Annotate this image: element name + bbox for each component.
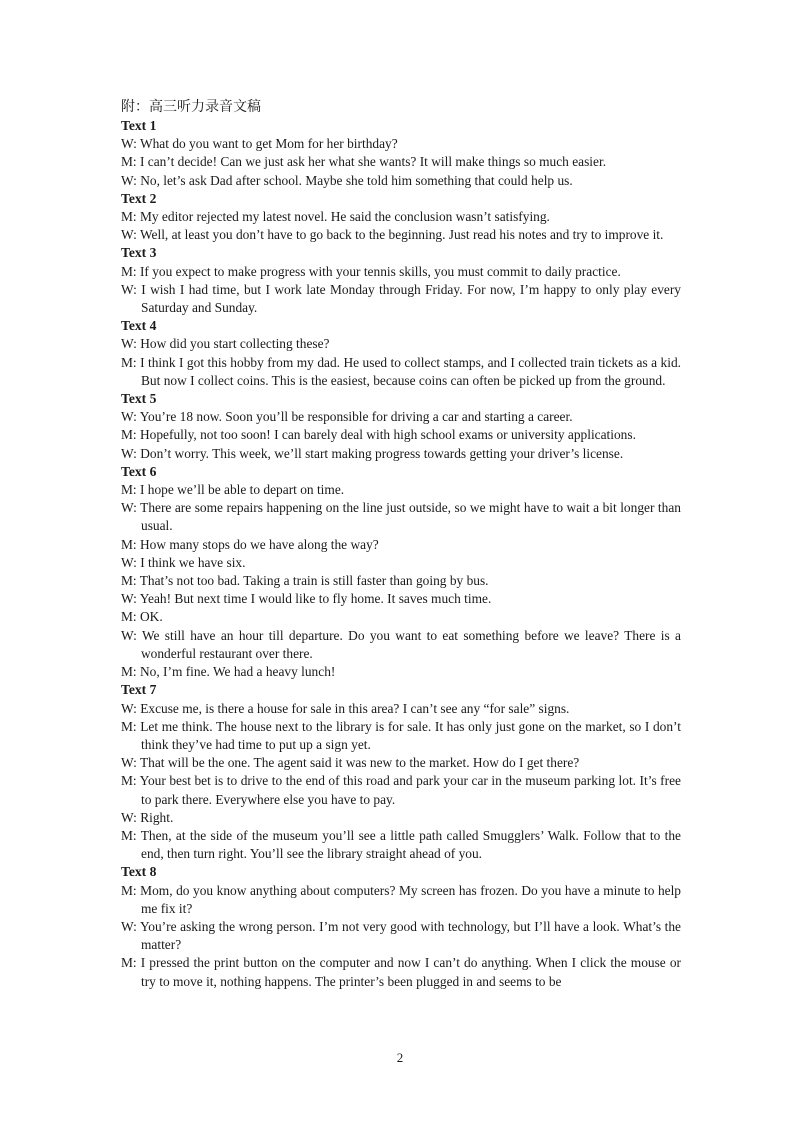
- dialogue-line: W: Right.: [121, 809, 174, 825]
- section-title: Text 8: [121, 864, 157, 880]
- section-title: Text 1: [121, 118, 157, 133]
- transcript-section: [121, 863, 681, 990]
- transcript-section: [121, 244, 681, 317]
- dialogue-line: W: Well, at least you don’t have to go back to the beginning. Just read his notes and try to improve it.: [121, 227, 664, 243]
- dialogue-line: M: I can’t decide! Can we just ask her what she wants? It will make things so much easier.: [121, 154, 607, 170]
- dialogue-line: W: How did you start collecting these?: [121, 336, 330, 352]
- dialogue-line: W: Don’t worry. This week, we’ll start making progress towards getting your driver’s license.: [121, 445, 624, 461]
- dialogue-line: M: No, I’m fine. We had a heavy lunch!: [121, 664, 336, 680]
- dialogue-line: M: That’s not too bad. Taking a train is still faster than going by bus.: [121, 573, 489, 589]
- section-title: Text 6: [121, 463, 157, 479]
- section-title: Text 5: [121, 391, 157, 407]
- dialogue-line: W: No, let’s ask Dad after school. Maybe she told him something that could help us.: [121, 172, 573, 188]
- dialogue-line: W: You’re 18 now. Soon you’ll be responsible for driving a car and starting a career.: [121, 409, 573, 425]
- section-title: Text 3: [121, 245, 157, 261]
- transcript-section: [121, 190, 681, 245]
- dialogue-line: M: OK.: [121, 609, 163, 625]
- dialogue-line: W: We still have an hour till departure. Do you want to eat something before we leave? There is a wonderful restaurant over there.: [121, 627, 681, 661]
- dialogue-line: W: You’re asking the wrong person. I’m not very good with technology, but I’ll have a look. What’s the matter?: [121, 918, 681, 953]
- dialogue-line: M: I think I got this hobby from my dad. He used to collect stamps, and I collected train tickets as a kid. But now I collect coins. This is the easiest, because coins can often be picked up from the ground.: [121, 354, 681, 388]
- dialogue-line: M: If you expect to make progress with your tennis skills, you must commit to daily practice.: [121, 263, 621, 279]
- dialogue-line: W: There are some repairs happening on the line just outside, so we might have to wait a bit longer than usual.: [121, 500, 681, 534]
- document-title: 附：高三听力录音文稿: [121, 99, 261, 115]
- section-title: Text 7: [121, 682, 157, 698]
- section-title: Text 2: [121, 190, 157, 206]
- dialogue-line: W: What do you want to get Mom for her birthday?: [121, 136, 398, 152]
- section-title: Text 4: [121, 318, 157, 334]
- dialogue-line: M: Let me think. The house next to the library is for sale. It has only just gone on the market, so I don’t think they’ve had time to put up a sign yet.: [121, 718, 681, 752]
- dialogue-line: W: I think we have six.: [121, 554, 246, 570]
- dialogue-line: M: My editor rejected my latest novel. He said the conclusion wasn’t satisfying.: [121, 209, 550, 225]
- page-number: 2: [396, 1050, 404, 1065]
- transcript-section: [121, 117, 681, 190]
- transcript-section: [121, 390, 681, 463]
- dialogue-line: M: Your best bet is to drive to the end of this road and park your car in the museum parking lot. It’s free to park there. Everywhere else you have to pay.: [121, 773, 681, 807]
- dialogue-line: M: I hope we’ll be able to depart on time.: [121, 482, 345, 498]
- transcript-section: [121, 317, 681, 390]
- transcript-section: [121, 463, 681, 681]
- dialogue-line: M: How many stops do we have along the way?: [121, 536, 379, 552]
- transcript-sections: [121, 117, 681, 991]
- dialogue-line: W: Excuse me, is there a house for sale in this area? I can’t see any “for sale” signs.: [121, 700, 570, 716]
- dialogue-line: M: Hopefully, not too soon! I can barely deal with high school exams or university applications.: [121, 427, 636, 443]
- transcript-content: [121, 97, 681, 991]
- transcript-section: [121, 681, 681, 863]
- dialogue-line: M: Then, at the side of the museum you’ll see a little path called Smugglers’ Walk. Follow that to the end, then turn right. You’ll see the library straight ahead of you.: [121, 827, 681, 862]
- dialogue-line: W: I wish I had time, but I work late Monday through Friday. For now, I’m happy to only play every Saturday and Sunday.: [121, 281, 681, 316]
- dialogue-line: W: Yeah! But next time I would like to fly home. It saves much time.: [121, 591, 492, 607]
- dialogue-line: M: I pressed the print button on the computer and now I can’t do anything. When I click the mouse or try to move it, nothing happens. The printer’s been plugged in and seems to be: [121, 955, 681, 989]
- dialogue-line: W: That will be the one. The agent said it was new to the market. How do I get there?: [121, 755, 580, 771]
- dialogue-line: M: Mom, do you know anything about computers? My screen has frozen. Do you have a minute to help me fix it?: [121, 882, 681, 916]
